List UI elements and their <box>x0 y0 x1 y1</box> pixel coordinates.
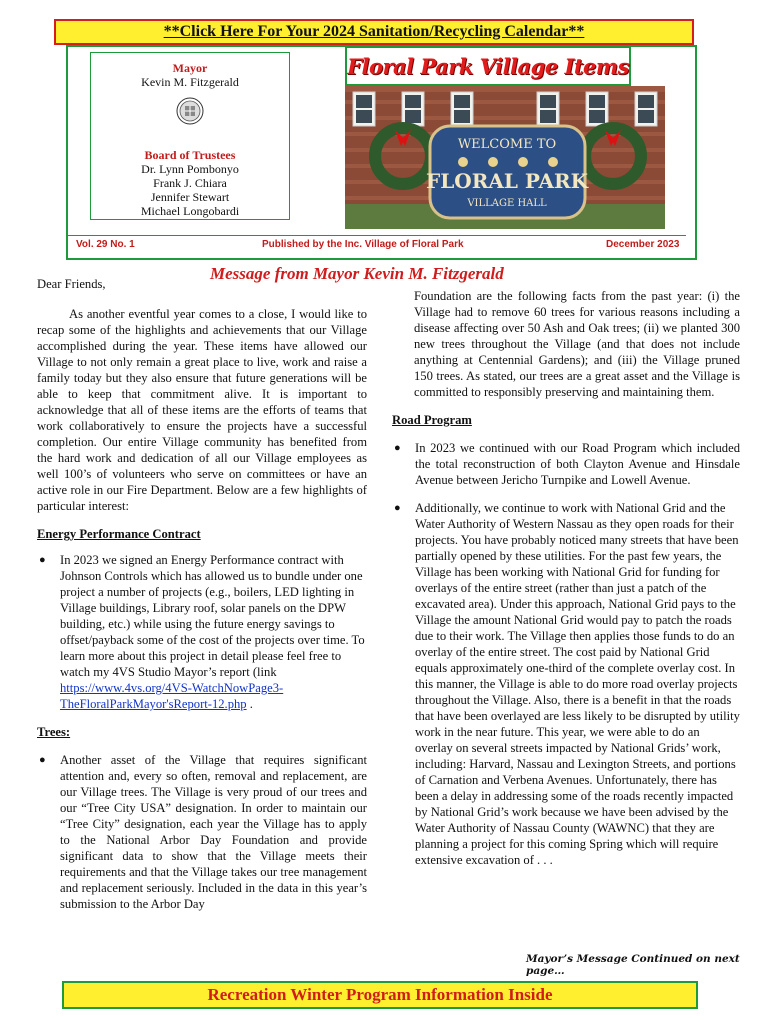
energy-text: In 2023 we signed an Energy Performance contract with Johnson Controls which has allowed us to bundle under one project a number of projects (e.g., boilers, LED lighting in Village buildings, Library roof, solar panels on the DPW building, etc.) while using the future energy savings to offset/payback some of the cost of the projects over time. To learn more about this project in detail please feel free to watch my 4VS Studio Mayor’s report (link <box>60 553 365 679</box>
sanitation-calendar-banner[interactable] <box>54 19 694 45</box>
energy-list <box>37 552 367 712</box>
trees-text: Another asset of the Village that requires significant attention and, every so often, removal and replacement, are our Village trees. The Village is very proud of our trees and our “Tree City USA” designation. In order to maintain our “Tree City” designation, each year the Village has to apply to the National Arbor Day Foundation and provide significant data to show that the Village meets their requirements and that the Village takes our tree management and replacement seriously. Included in the data in this year’s submission to the Arbor Day <box>60 753 367 911</box>
greeting: Dear Friends, <box>37 277 106 291</box>
village-hall-photo <box>345 86 665 229</box>
officials-box <box>90 52 290 220</box>
trustee-name: Frank J. Chiara <box>153 176 227 190</box>
board-title: Board of Trustees <box>144 148 236 162</box>
sign-welcome: WELCOME TO <box>457 137 557 152</box>
energy-text-end: . <box>246 697 253 711</box>
road-item-text: In 2023 we continued with our Road Program which included the total reconstruction of both Clayton Avenue and Hinsdale Avenue between Jericho Turnpike and Lowell Avenue. <box>415 441 740 487</box>
newsletter-title-tab <box>345 46 631 86</box>
volume-number: Vol. 29 No. 1 <box>76 239 135 250</box>
recreation-banner-text: Recreation Winter Program Information Inside <box>207 985 553 1004</box>
message-heading: Message from Mayor Kevin M. Fitzgerald <box>210 264 504 283</box>
issue-date: December 2023 <box>606 239 680 250</box>
right-column <box>392 288 740 868</box>
sanitation-calendar-link[interactable]: **Click Here For Your 2024 Sanitation/Recycling Calendar** <box>163 23 585 40</box>
trustee-name: Jennifer Stewart <box>150 190 230 204</box>
newsletter-title: Floral Park Village Items <box>347 53 629 79</box>
left-column <box>37 276 367 912</box>
road-item-text: Additionally, we continue to work with National Grid and the Water Authority of Western Nassau as they open roads for their projects. You have probably noticed many streets that have been partially opened by these utilities. For the past few years, the Village has been working with National Grid for funding for overlays of the entire street (rather than just a patch of the excavated area). Under this approach, National Grid pays to the Village the amount National Grid would pay to patch the roads due to their work. The Village then applies those funds to do an overlay of the entire street. The cost paid by National Grid equals approximately one-third of the complete overlay cost. In this manner, the Village is able to do more road overlay projects throughout the Village. Also, there is a benefit in that the roads that have been overlayed are less likely to be disrupted by utility work in the near future. This year, we were able to do an overlay on several streets impacted by National Grids’ work, including: Harvard, Nassau and Lexington Streets, and portions of Carnation and Verbena Avenues. Unfortunately, there has been a delay in addressing some of the roads recently impacted by National Grid’s work because we have been advised by the Water Authority of Nassau County (WAWNC) that they are planning a project for this coming Spring which will require extensive excavation of . . . <box>415 501 740 867</box>
list-item: ● In 2023 we continued with our Road Program which included the total reconstruction of both Clayton Avenue and Hinsdale Avenue between Jericho Turnpike and Lowell Avenue. <box>394 441 740 487</box>
publisher-line: Published by the Inc. Village of Floral Park <box>262 239 464 250</box>
sign-floral-park: FLORAL PARK <box>426 169 588 193</box>
list-item: ● In 2023 we signed an Energy Performance contract with Johnson Controls which has allowed us to bundle under one project a number of projects (e.g., boilers, LED lighting in Village buildings, Library roof, solar panels on the DPW building, etc.) while using the future energy savings to offset/payback some of the cost of the projects over time. To learn more about this project in detail please feel free to watch my 4VS Studio Mayor’s report (link https://www.4vs.org/4VS-WatchNowPage3-TheFloralParkMayor'sReport-12.php . <box>39 553 365 711</box>
volume-bar <box>66 235 686 253</box>
mayor-report-link[interactable]: https://www.4vs.org/4VS-WatchNowPage3-TheFloralParkMayor'sReport-12.php <box>60 681 284 711</box>
mayor-name: Kevin M. Fitzgerald <box>141 75 239 89</box>
road-list <box>392 440 740 868</box>
mayor-title: Mayor <box>172 61 208 75</box>
sign-village-hall: VILLAGE HALL <box>467 198 547 209</box>
trees-continued: Foundation are the following facts from the past year: (i) the Village had to remove 60 trees for various reasons including a disease affecting over 50 Ash and Oak trees; (ii) we planted 300 new trees throughout the Village (and that does not include anything at Centennial Gardens); and (iii) the Village pruned 150 trees. As stated, our trees are a great asset and the Village is committed to responsibly preserving and maintaining them. <box>414 289 740 399</box>
trustee-name: Michael Longobardi <box>140 204 240 218</box>
continued-note: Mayor’s Message Continued on next page… <box>526 953 740 977</box>
energy-heading: Energy Performance Contract <box>37 527 201 541</box>
road-heading: Road Program <box>392 413 472 427</box>
intro-paragraph: As another eventful year comes to a close, I would like to recap some of the highlights and achievements that our Village accomplished during the year. These items have allowed our Village to not only remain a great place to live, work and raise a family today but they also ensure that future generations will be able to keep that commitment alive. It is important to acknowledge that all of these items are the efforts of teams that work collaboratively to ensure the projects have a successful completion. Our entire Village community has benefited from the hard work and dedication of all our Village employees as well 100’s of volunteers who serve on committees or have an active role in our Fire Department. Below are a few highlights of particular interest: <box>37 307 367 513</box>
village-seal-icon <box>176 97 204 125</box>
recreation-banner[interactable] <box>62 981 698 1009</box>
trees-heading: Trees: <box>37 725 71 739</box>
trees-list <box>37 752 367 912</box>
trustee-name: Dr. Lynn Pombonyo <box>141 162 239 176</box>
list-item: ● Additionally, we continue to work with National Grid and the Water Authority of Western Nassau as they open roads for their projects. You have probably noticed many streets that have been partially opened by these utilities. For the past few years, the Village has been working with National Grid for funding for overlays of the entire street (rather than just a patch of the excavated area). Under this approach, National Grid pays to the Village the amount National Grid would pay to patch the roads due to their work. The Village then applies those funds to do an overlay of the entire street. The cost paid by National Grid equals approximately one-third of the complete overlay cost. In this manner, the Village is able to do more road overlay projects throughout the Village. Also, there is a benefit in that the roads that have been overlayed are less likely to be disrupted by utility work in the near future. This year, we were able to do an overlay on several streets impacted by National Grids’ work, including: Harvard, Nassau and Lexington Streets, and portions of Carnation and Verbena Avenues. Unfortunately, there has been a delay in addressing some of the roads recently impacted by National Grid’s work because we have been advised by the Water Authority of Nassau County (WAWNC) that they are planning a project for this coming Spring which will require extensive excavation of . . . <box>394 501 740 867</box>
list-item: ● Another asset of the Village that requires significant attention and, every so often, removal and replacement, are our Village trees. The Village is very proud of our trees and our “Tree City USA” designation. In order to maintain our “Tree City” designation, each year the Village has to apply to the National Arbor Day Foundation and provide significant data to show that the Village meets their requirements and that the Village takes our tree management and replacement seriously. Included in the data in this year’s submission to the Arbor Day <box>39 753 367 911</box>
